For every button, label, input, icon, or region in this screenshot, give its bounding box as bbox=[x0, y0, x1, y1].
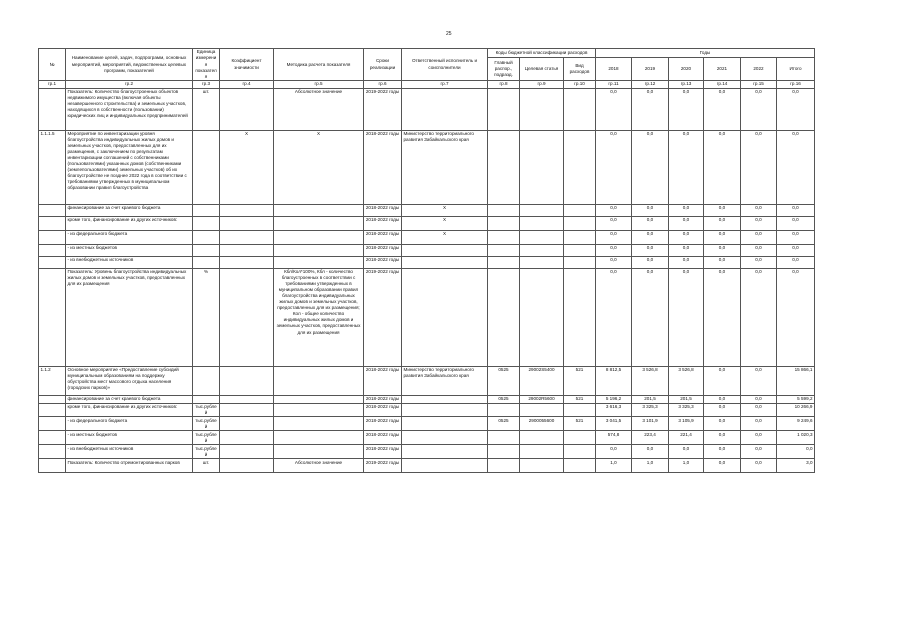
cell-coef bbox=[220, 417, 274, 431]
cell-target: 2900055600 bbox=[520, 417, 564, 431]
cell-2022: 0,0 bbox=[741, 268, 777, 366]
table-row bbox=[39, 431, 815, 445]
cell-responsible bbox=[402, 395, 488, 403]
cell-2021: 0,0 bbox=[704, 395, 741, 403]
cell-coef bbox=[220, 395, 274, 403]
col-number: гр.13 bbox=[669, 81, 704, 88]
cell-unit: тыс.рублей bbox=[193, 417, 220, 431]
cell-2018: 0,0 bbox=[596, 204, 632, 216]
header-2018: 2018 bbox=[596, 57, 632, 80]
cell-2019: 201,5 bbox=[632, 395, 669, 403]
cell-term: 2019-2022 годы bbox=[364, 459, 402, 473]
cell-name: - из местных бюджетов bbox=[66, 244, 193, 256]
program-table bbox=[38, 48, 815, 473]
cell-coef bbox=[220, 230, 274, 244]
cell-term: 2018-2022 годы bbox=[364, 244, 402, 256]
cell-gr: 0525 bbox=[488, 395, 520, 403]
cell-2021: 0,0 bbox=[704, 204, 741, 216]
cell-unit bbox=[193, 216, 220, 230]
header-2020: 2020 bbox=[669, 57, 704, 80]
cell-2020: 3 105,9 bbox=[669, 417, 704, 431]
table-row bbox=[39, 204, 815, 216]
cell-name: финансирование за счет краевого бюджета bbox=[66, 395, 193, 403]
cell-total: 0,0 bbox=[777, 216, 815, 230]
cell-2018: 1,0 bbox=[596, 459, 632, 473]
cell-coef bbox=[220, 445, 274, 459]
cell-2020: 0,0 bbox=[669, 256, 704, 268]
cell-name: - из внебюджетных источников bbox=[66, 256, 193, 268]
cell-2022: 0,0 bbox=[741, 88, 777, 130]
col-number: гр.9 bbox=[520, 81, 564, 88]
cell-method bbox=[274, 216, 364, 230]
header-years: Годы bbox=[596, 49, 815, 58]
cell-method bbox=[274, 244, 364, 256]
cell-gr bbox=[488, 88, 520, 130]
cell-coef bbox=[220, 244, 274, 256]
cell-num: 1.1.2 bbox=[39, 366, 66, 395]
cell-name: Показатель: Уровень благоустройства индивидуальных жилых домов и земельных участков, предоставленных для их размещения bbox=[66, 268, 193, 366]
cell-target: 29002S5400 bbox=[520, 366, 564, 395]
col-number: гр.15 bbox=[741, 81, 777, 88]
cell-2019: 1,0 bbox=[632, 459, 669, 473]
cell-2021: 0,0 bbox=[704, 88, 741, 130]
cell-2018: 0,0 bbox=[596, 88, 632, 130]
cell-coef bbox=[220, 431, 274, 445]
cell-name: - из внебюджетных источников bbox=[66, 445, 193, 459]
cell-unit: тыс.рублей bbox=[193, 431, 220, 445]
cell-gr bbox=[488, 244, 520, 256]
cell-kind bbox=[564, 230, 596, 244]
cell-method: Кбл/Кол*100%, Кбл - количество благоустроенных в соответствии с требованиями утвержденных в муниципальном образовании правил благоустройства индивидуальных жилых домов и земельных участков, предоставленных для их размещения; Кол - общее количество индивидуальных жилых домов и земельных участков, предоставленных для их размещения bbox=[274, 268, 364, 366]
cell-gr bbox=[488, 431, 520, 445]
header-term: Сроки реализации bbox=[364, 49, 402, 81]
cell-responsible bbox=[402, 268, 488, 366]
cell-method bbox=[274, 256, 364, 268]
cell-name: Показатель: Количество благоустроенных объектов недвижимого имущества (включая объекты незавершенного строительства) и земельных участков, находящихся в собственности (пользовании) юридических лиц и индивидуальных предпринимателей bbox=[66, 88, 193, 130]
cell-kind bbox=[564, 268, 596, 366]
cell-responsible bbox=[402, 256, 488, 268]
cell-num bbox=[39, 459, 66, 473]
cell-gr bbox=[488, 459, 520, 473]
col-number: гр.1 bbox=[39, 81, 66, 88]
cell-gr bbox=[488, 230, 520, 244]
cell-total: 1 020,3 bbox=[777, 431, 815, 445]
cell-2022: 0,0 bbox=[741, 366, 777, 395]
table-row bbox=[39, 256, 815, 268]
cell-responsible bbox=[402, 445, 488, 459]
cell-2020: 3 325,3 bbox=[669, 403, 704, 417]
header-gr: Главный распор., подразд. bbox=[488, 57, 520, 80]
cell-2020: 201,5 bbox=[669, 395, 704, 403]
cell-method bbox=[274, 417, 364, 431]
cell-2021: 0,0 bbox=[704, 417, 741, 431]
cell-2018: 3 616,3 bbox=[596, 403, 632, 417]
cell-num bbox=[39, 417, 66, 431]
col-number: гр.5 bbox=[274, 81, 364, 88]
cell-responsible bbox=[402, 244, 488, 256]
cell-2022: 0,0 bbox=[741, 230, 777, 244]
cell-unit: % bbox=[193, 268, 220, 366]
cell-2019: 3 101,9 bbox=[632, 417, 669, 431]
cell-2020: 0,0 bbox=[669, 230, 704, 244]
cell-num bbox=[39, 268, 66, 366]
cell-method bbox=[274, 445, 364, 459]
cell-gr: 0525 bbox=[488, 417, 520, 431]
cell-term: 2018-2022 годы bbox=[364, 366, 402, 395]
col-number: гр.12 bbox=[632, 81, 669, 88]
cell-2019: 0,0 bbox=[632, 216, 669, 230]
cell-2018: 8 812,5 bbox=[596, 366, 632, 395]
cell-term: 2018-2022 годы bbox=[364, 230, 402, 244]
cell-num bbox=[39, 445, 66, 459]
cell-unit bbox=[193, 395, 220, 403]
cell-2018: 0,0 bbox=[596, 268, 632, 366]
cell-num: 1.1.1.5 bbox=[39, 130, 66, 204]
header-kind: Вид расходов bbox=[564, 57, 596, 80]
table-row bbox=[39, 395, 815, 403]
cell-unit: тыс.рублей bbox=[193, 403, 220, 417]
cell-num bbox=[39, 395, 66, 403]
cell-2019: 0,0 bbox=[632, 204, 669, 216]
cell-2018: 0,0 bbox=[596, 445, 632, 459]
cell-2019: 0,0 bbox=[632, 230, 669, 244]
col-number: гр.3 bbox=[193, 81, 220, 88]
cell-name: - из местных бюджетов bbox=[66, 431, 193, 445]
cell-kind bbox=[564, 445, 596, 459]
cell-target bbox=[520, 445, 564, 459]
cell-method bbox=[274, 204, 364, 216]
cell-2018: 0,0 bbox=[596, 130, 632, 204]
cell-target bbox=[520, 256, 564, 268]
cell-term: 2018-2022 годы bbox=[364, 256, 402, 268]
cell-target bbox=[520, 204, 564, 216]
cell-kind: 521 bbox=[564, 417, 596, 431]
cell-2022: 0,0 bbox=[741, 417, 777, 431]
cell-2019: 223,4 bbox=[632, 431, 669, 445]
col-number: гр.10 bbox=[564, 81, 596, 88]
cell-2020: 3 526,8 bbox=[669, 366, 704, 395]
header-total: Итого bbox=[777, 57, 815, 80]
cell-unit: тыс.рублей bbox=[193, 445, 220, 459]
cell-responsible: Министерство территориального развития Забайкальского края bbox=[402, 130, 488, 204]
cell-name: кроме того, финансирование из других источников: bbox=[66, 403, 193, 417]
header-responsible: Ответственный исполнитель и соисполнители bbox=[402, 49, 488, 81]
cell-unit: шт. bbox=[193, 459, 220, 473]
cell-total: 15 866,1 bbox=[777, 366, 815, 395]
table-row bbox=[39, 268, 815, 366]
cell-2019: 0,0 bbox=[632, 445, 669, 459]
cell-method: Абсолютное значение bbox=[274, 88, 364, 130]
cell-num bbox=[39, 204, 66, 216]
cell-2021: 0,0 bbox=[704, 445, 741, 459]
cell-kind bbox=[564, 459, 596, 473]
cell-2022: 0,0 bbox=[741, 256, 777, 268]
table-row bbox=[39, 403, 815, 417]
cell-coef bbox=[220, 366, 274, 395]
cell-term: 2019-2022 годы bbox=[364, 268, 402, 366]
cell-kind bbox=[564, 204, 596, 216]
header-coef: Коэффициент значимости bbox=[220, 49, 274, 81]
cell-total: 0,0 bbox=[777, 130, 815, 204]
page-number: 25 bbox=[446, 31, 452, 37]
cell-coef bbox=[220, 256, 274, 268]
cell-total: 0,0 bbox=[777, 230, 815, 244]
header-unit: Единица измерения показателя bbox=[193, 49, 220, 81]
cell-2019: 3 325,3 bbox=[632, 403, 669, 417]
table-header bbox=[39, 49, 815, 89]
cell-2019: 0,0 bbox=[632, 268, 669, 366]
cell-term: 2018-2022 годы bbox=[364, 445, 402, 459]
cell-2020: 1,0 bbox=[669, 459, 704, 473]
cell-2020: 0,0 bbox=[669, 88, 704, 130]
cell-method bbox=[274, 431, 364, 445]
cell-kind bbox=[564, 403, 596, 417]
cell-gr bbox=[488, 256, 520, 268]
cell-method bbox=[274, 230, 364, 244]
cell-num bbox=[39, 403, 66, 417]
cell-name: - из федерального бюджета bbox=[66, 230, 193, 244]
cell-num bbox=[39, 230, 66, 244]
cell-target: 29002R5600 bbox=[520, 395, 564, 403]
cell-responsible: X bbox=[402, 230, 488, 244]
cell-2020: 0,0 bbox=[669, 130, 704, 204]
header-method: Методика расчета показателя bbox=[274, 49, 364, 81]
table-row bbox=[39, 417, 815, 431]
cell-total: 0,0 bbox=[777, 445, 815, 459]
cell-2022: 0,0 bbox=[741, 216, 777, 230]
cell-2021: 0,0 bbox=[704, 130, 741, 204]
cell-coef bbox=[220, 403, 274, 417]
cell-target bbox=[520, 268, 564, 366]
cell-total: 0,0 bbox=[777, 244, 815, 256]
cell-2018: 0,0 bbox=[596, 256, 632, 268]
col-number: гр.6 bbox=[364, 81, 402, 88]
cell-gr bbox=[488, 445, 520, 459]
cell-name: - из федерального бюджета bbox=[66, 417, 193, 431]
col-number: гр.8 bbox=[488, 81, 520, 88]
cell-target bbox=[520, 403, 564, 417]
cell-kind bbox=[564, 431, 596, 445]
cell-method: Абсолютное значение bbox=[274, 459, 364, 473]
col-number: гр.2 bbox=[66, 81, 193, 88]
table-row bbox=[39, 230, 815, 244]
cell-kind: 521 bbox=[564, 395, 596, 403]
cell-2022: 0,0 bbox=[741, 130, 777, 204]
cell-num bbox=[39, 256, 66, 268]
cell-num bbox=[39, 431, 66, 445]
cell-term: 2018-2022 годы bbox=[364, 395, 402, 403]
cell-total: 9 249,6 bbox=[777, 417, 815, 431]
cell-2022: 0,0 bbox=[741, 244, 777, 256]
cell-num bbox=[39, 244, 66, 256]
cell-name: финансирование за счет краевого бюджета bbox=[66, 204, 193, 216]
cell-name: Показатель: Количество отремонтированных парков bbox=[66, 459, 193, 473]
col-number: гр.16 bbox=[777, 81, 815, 88]
cell-coef: X bbox=[220, 130, 274, 204]
cell-total: 0,0 bbox=[777, 88, 815, 130]
cell-unit: шт. bbox=[193, 88, 220, 130]
cell-2019: 0,0 bbox=[632, 244, 669, 256]
cell-2022: 0,0 bbox=[741, 204, 777, 216]
cell-2021: 0,0 bbox=[704, 366, 741, 395]
cell-method bbox=[274, 366, 364, 395]
cell-2021: 0,0 bbox=[704, 403, 741, 417]
table-body bbox=[39, 88, 815, 473]
cell-2020: 0,0 bbox=[669, 244, 704, 256]
cell-unit bbox=[193, 204, 220, 216]
table-row bbox=[39, 216, 815, 230]
cell-2019: 3 526,8 bbox=[632, 366, 669, 395]
cell-target bbox=[520, 244, 564, 256]
cell-name: Мероприятие по инвентаризации уровня благоустройства индивидуальных жилых домов и земельных участков, предоставленных для их размещения, с заключением по результатам инвентаризации соглашений с собственниками (пользователями) указанных домов (собственниками (землепользователями) земельных участков) об их благоустройстве не позднее 2022 года в соответствии с требованиями утвержденных в муниципальном образовании правил благоустройства bbox=[66, 130, 193, 204]
cell-2018: 574,8 bbox=[596, 431, 632, 445]
cell-2018: 5 196,2 bbox=[596, 395, 632, 403]
cell-target bbox=[520, 130, 564, 204]
table-row bbox=[39, 459, 815, 473]
cell-2021: 0,0 bbox=[704, 216, 741, 230]
table-row bbox=[39, 445, 815, 459]
cell-unit bbox=[193, 130, 220, 204]
cell-responsible bbox=[402, 417, 488, 431]
cell-2020: 0,0 bbox=[669, 216, 704, 230]
cell-responsible: X bbox=[402, 204, 488, 216]
cell-kind bbox=[564, 130, 596, 204]
cell-unit bbox=[193, 366, 220, 395]
cell-2018: 0,0 bbox=[596, 230, 632, 244]
cell-2022: 0,0 bbox=[741, 445, 777, 459]
cell-unit bbox=[193, 244, 220, 256]
cell-total: 0,0 bbox=[777, 256, 815, 268]
cell-2022: 0,0 bbox=[741, 431, 777, 445]
cell-2021: 0,0 bbox=[704, 431, 741, 445]
cell-2018: 0,0 bbox=[596, 216, 632, 230]
cell-gr bbox=[488, 403, 520, 417]
cell-total: 0,0 bbox=[777, 268, 815, 366]
cell-num bbox=[39, 216, 66, 230]
cell-2018: 0,0 bbox=[596, 244, 632, 256]
cell-2020: 221,4 bbox=[669, 431, 704, 445]
cell-kind bbox=[564, 88, 596, 130]
cell-coef bbox=[220, 204, 274, 216]
cell-2019: 0,0 bbox=[632, 256, 669, 268]
cell-gr bbox=[488, 216, 520, 230]
cell-gr bbox=[488, 130, 520, 204]
cell-method bbox=[274, 403, 364, 417]
cell-method: X bbox=[274, 130, 364, 204]
col-number: гр.11 bbox=[596, 81, 632, 88]
cell-2019: 0,0 bbox=[632, 130, 669, 204]
cell-name: кроме того, финансирование из других источников: bbox=[66, 216, 193, 230]
cell-2022: 0,0 bbox=[741, 395, 777, 403]
cell-unit bbox=[193, 230, 220, 244]
cell-term: 2018-2022 годы bbox=[364, 204, 402, 216]
header-num: № bbox=[39, 49, 66, 81]
col-number: гр.14 bbox=[704, 81, 741, 88]
cell-2020: 0,0 bbox=[669, 445, 704, 459]
cell-target bbox=[520, 230, 564, 244]
cell-total: 0,0 bbox=[777, 204, 815, 216]
cell-responsible bbox=[402, 459, 488, 473]
cell-term: 2019-2022 годы bbox=[364, 88, 402, 130]
header-budget-codes: Коды бюджетной классификации расходов bbox=[488, 49, 596, 58]
cell-2021: 0,0 bbox=[704, 256, 741, 268]
cell-2021: 0,0 bbox=[704, 268, 741, 366]
cell-method bbox=[274, 395, 364, 403]
col-number: гр.4 bbox=[220, 81, 274, 88]
cell-unit bbox=[193, 256, 220, 268]
cell-coef bbox=[220, 88, 274, 130]
table-row bbox=[39, 88, 815, 130]
header-target: Целевая статья bbox=[520, 57, 564, 80]
cell-total: 10 266,9 bbox=[777, 403, 815, 417]
table-row bbox=[39, 130, 815, 204]
cell-2020: 0,0 bbox=[669, 204, 704, 216]
cell-gr bbox=[488, 204, 520, 216]
cell-2022: 0,0 bbox=[741, 459, 777, 473]
cell-total: 3,0 bbox=[777, 459, 815, 473]
cell-2018: 3 041,5 bbox=[596, 417, 632, 431]
cell-responsible bbox=[402, 431, 488, 445]
header-2022: 2022 bbox=[741, 57, 777, 80]
col-number: гр.7 bbox=[402, 81, 488, 88]
cell-responsible bbox=[402, 403, 488, 417]
cell-2020: 0,0 bbox=[669, 268, 704, 366]
cell-term: 2018-2022 годы bbox=[364, 403, 402, 417]
cell-kind bbox=[564, 244, 596, 256]
cell-term: 2018-2022 годы bbox=[364, 417, 402, 431]
cell-gr: 0525 bbox=[488, 366, 520, 395]
cell-kind bbox=[564, 216, 596, 230]
cell-target bbox=[520, 459, 564, 473]
cell-coef bbox=[220, 268, 274, 366]
header-2019: 2019 bbox=[632, 57, 669, 80]
cell-coef bbox=[220, 216, 274, 230]
cell-term: 2018-2022 годы bbox=[364, 216, 402, 230]
cell-gr bbox=[488, 268, 520, 366]
cell-total: 5 599,2 bbox=[777, 395, 815, 403]
cell-num bbox=[39, 88, 66, 130]
cell-target bbox=[520, 216, 564, 230]
header-name: Наименование целей, задач, подпрограмм, основных мероприятий, мероприятий, ведомственных целевых программ, показателей bbox=[66, 49, 193, 81]
cell-target bbox=[520, 431, 564, 445]
column-numbers-row bbox=[39, 81, 815, 88]
cell-responsible: Министерство территориального развития Забайкальского края bbox=[402, 366, 488, 395]
cell-2022: 0,0 bbox=[741, 403, 777, 417]
cell-responsible bbox=[402, 88, 488, 130]
cell-term: 2018-2022 годы bbox=[364, 130, 402, 204]
header-2021: 2021 bbox=[704, 57, 741, 80]
cell-2021: 0,0 bbox=[704, 459, 741, 473]
cell-target bbox=[520, 88, 564, 130]
cell-2021: 0,0 bbox=[704, 230, 741, 244]
cell-kind bbox=[564, 256, 596, 268]
cell-kind: 521 bbox=[564, 366, 596, 395]
table-row bbox=[39, 366, 815, 395]
cell-name: Основное мероприятие «Предоставление субсидий муниципальным образованиям на поддержку обустройства мест массового отдыха населения (городских парков)» bbox=[66, 366, 193, 395]
cell-coef bbox=[220, 459, 274, 473]
cell-term: 2018-2022 годы bbox=[364, 431, 402, 445]
cell-2019: 0,0 bbox=[632, 88, 669, 130]
cell-responsible: X bbox=[402, 216, 488, 230]
table-row bbox=[39, 244, 815, 256]
cell-2021: 0,0 bbox=[704, 244, 741, 256]
